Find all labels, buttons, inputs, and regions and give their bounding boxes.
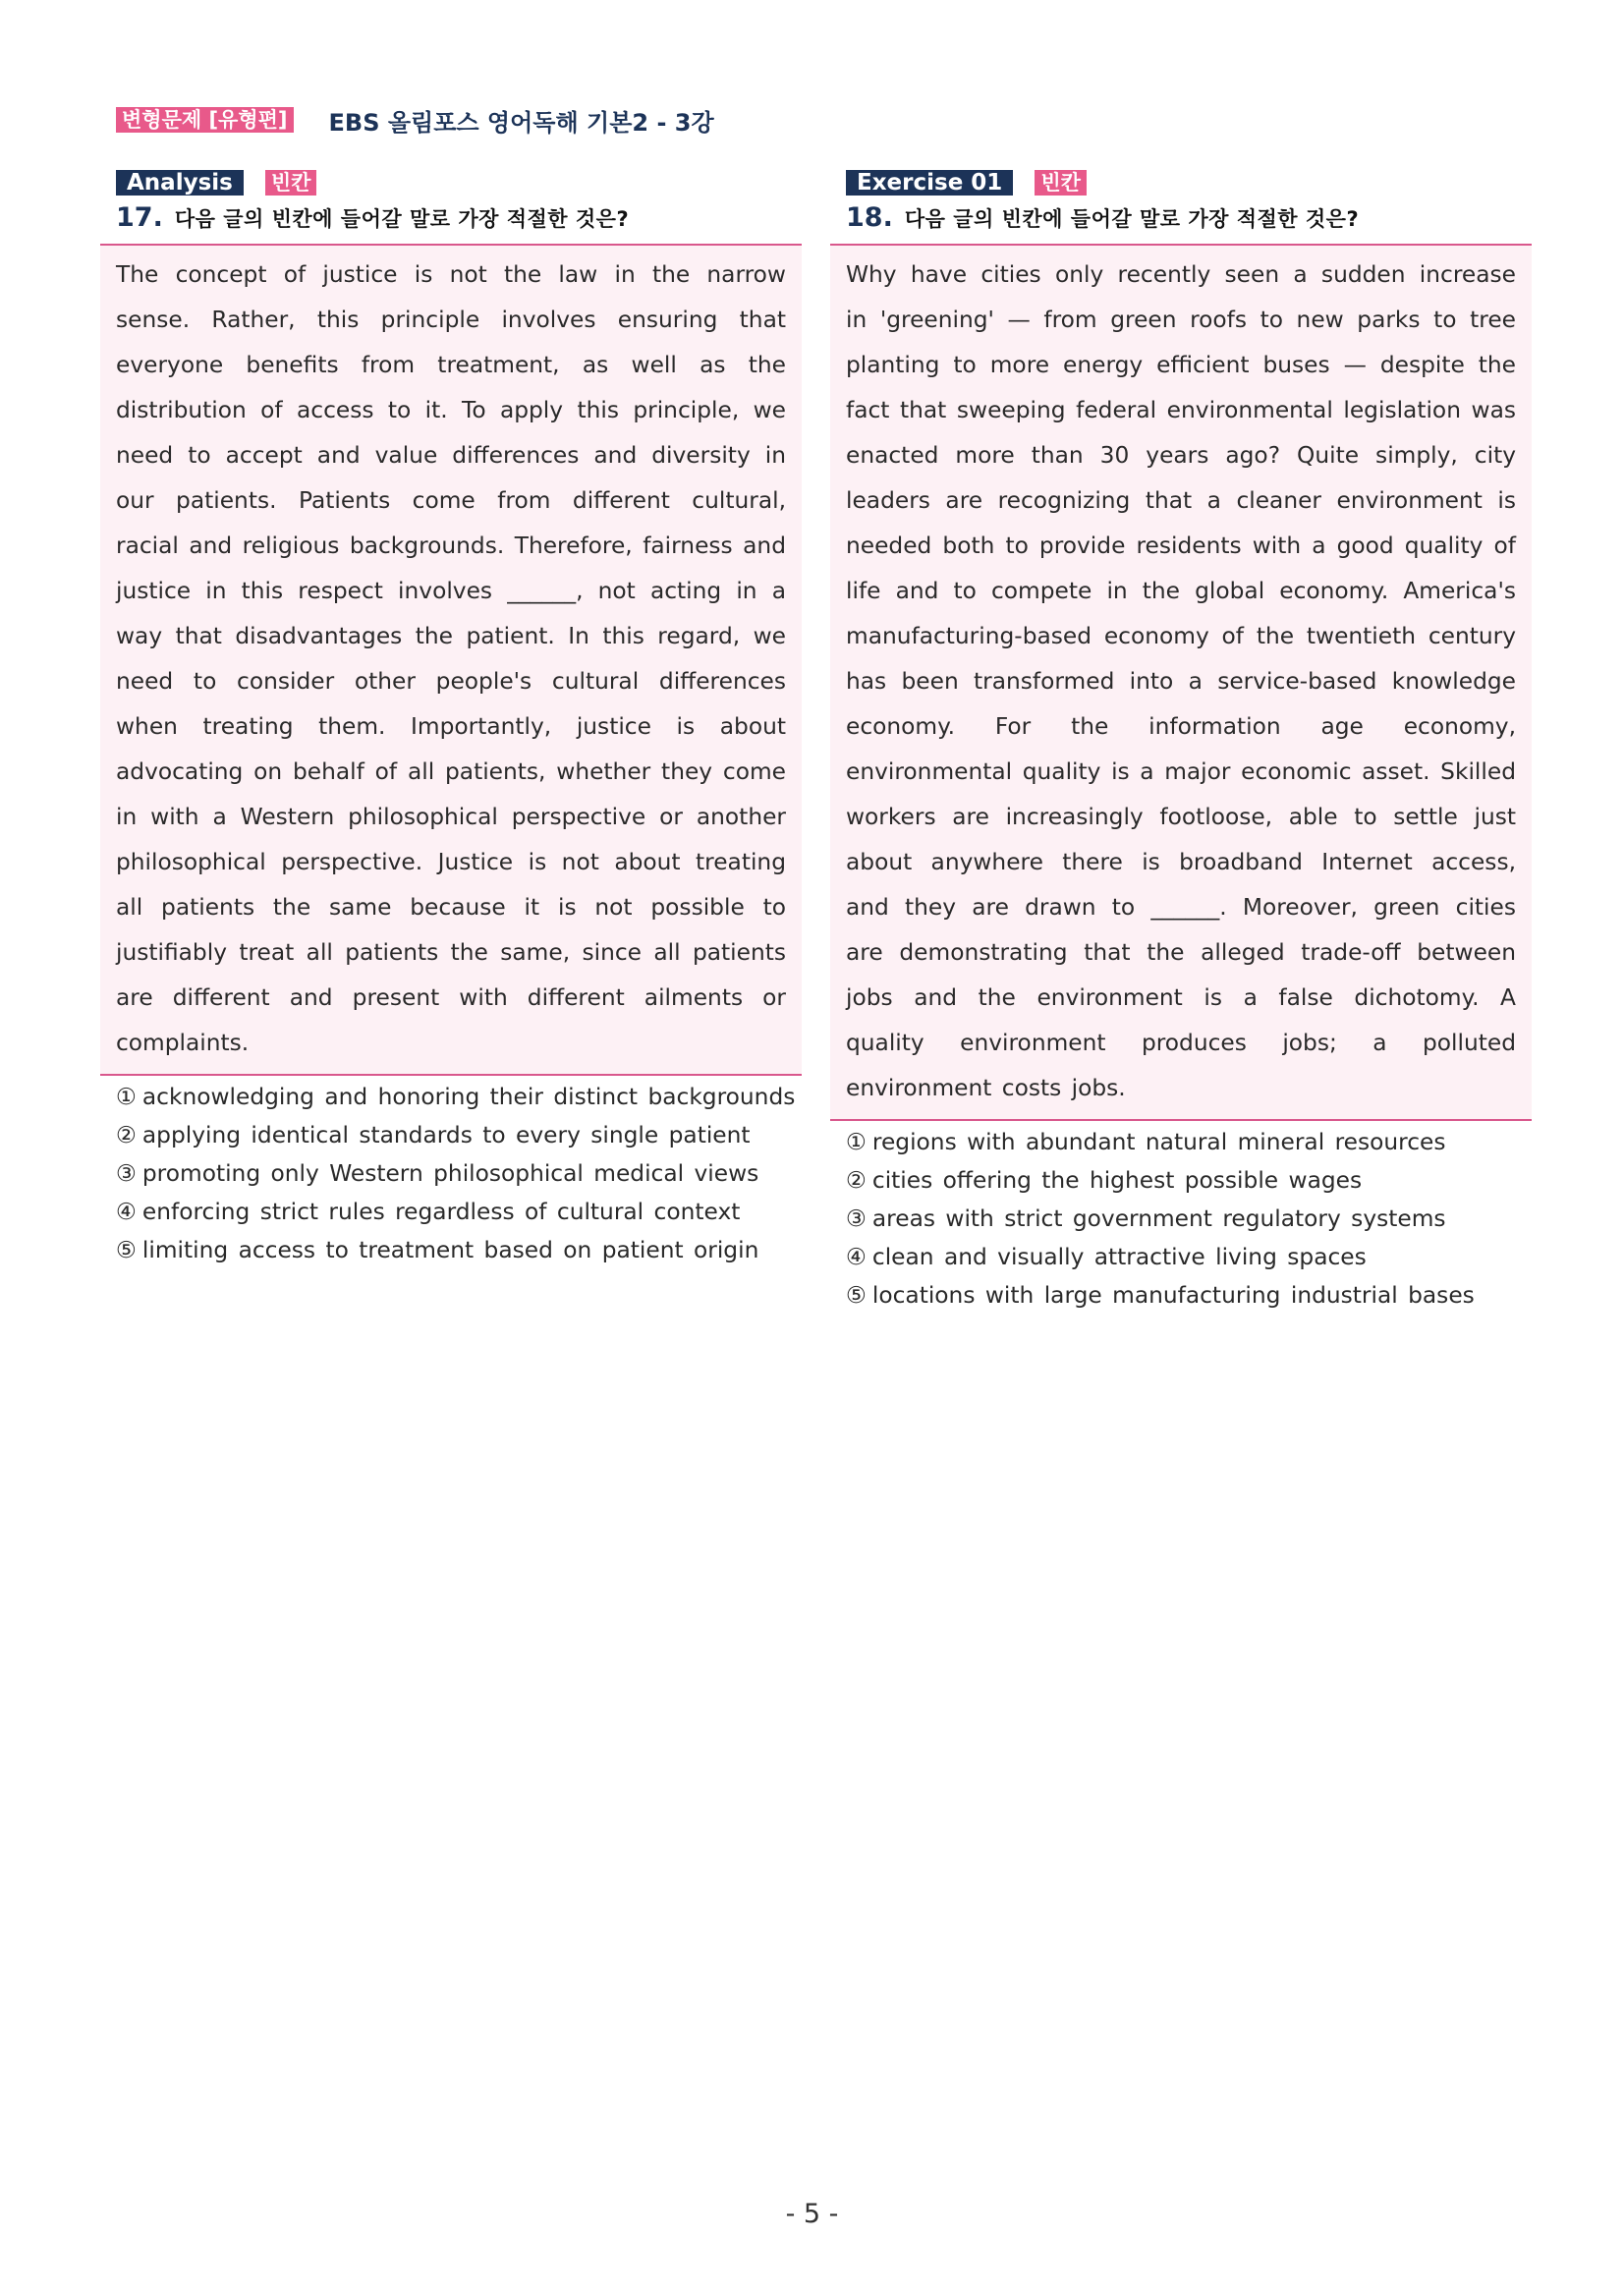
- choice-number: ③: [116, 1160, 137, 1187]
- choice-item[interactable]: [116, 1231, 802, 1269]
- choice-text: promoting only Western philosophical medical views: [141, 1160, 759, 1187]
- question-text: 다음 글의 빈칸에 들어갈 말로 가장 적절한 것은?: [904, 207, 1360, 231]
- choice-text: cities offering the highest possible wages: [871, 1167, 1363, 1194]
- choice-number: ⑤: [116, 1237, 137, 1263]
- page-number: - 5 -: [785, 2199, 839, 2229]
- passage-text: The concept of justice is not the law in the narrow sense. Rather, this principle involves ensuring that everyone benefits from treatment, as well as the distribution of access to it. To apply this principle, we need to accept and value differences and diversity in our patients. Patients come from different cultural, racial and religious backgrounds. Therefore, fairness and justice in this respect involves ______, not acting in a way that disadvantages the patient. In this regard, we need to consider other people's cultural differences when treating them. Importantly, justice is about advocating on behalf of all patients, whether they come in with a Western philosophical perspective or another philosophical perspective. Justice is not about treating all patients the same because it is not possible to justifiably treat all patients the same, since all patients are different and present with different ailments or complaints.: [116, 261, 786, 1056]
- question-text: 다음 글의 빈칸에 들어갈 말로 가장 적절한 것은?: [174, 207, 630, 231]
- choice-text: clean and visually attractive living spaces: [871, 1244, 1367, 1270]
- question-number: 18.: [846, 202, 893, 233]
- choice-item[interactable]: [116, 1154, 802, 1193]
- choice-text: regions with abundant natural mineral resources: [871, 1129, 1446, 1155]
- choice-text: acknowledging and honoring their distinct backgrounds: [141, 1084, 796, 1110]
- answer-choices: [100, 1078, 802, 1269]
- question-prompt: [100, 202, 802, 238]
- question-prompt: [830, 202, 1532, 238]
- choice-number: ⑤: [846, 1282, 867, 1309]
- question-tags: [100, 169, 802, 196]
- passage-text: Why have cities only recently seen a sudden increase in 'greening' — from green roofs to new parks to tree planting to more energy efficient buses — despite the fact that sweeping federal environmental legislation was enacted more than 30 years ago? Quite simply, city leaders are recognizing that a cleaner environment is needed both to provide residents with a good quality of life and to compete in the global economy. America's manufacturing-based economy of the twentieth century has been transformed into a service-based knowledge economy. For the information age economy, environmental quality is a major economic asset. Skilled workers are increasingly footloose, able to settle just about anywhere there is broadband Internet access, and they are drawn to ______. Moreover, green cities are demonstrating that the alleged trade-off between jobs and the environment is a false dichotomy. A quality environment produces jobs; a polluted environment costs jobs.: [846, 261, 1516, 1101]
- choice-text: areas with strict government regulatory systems: [871, 1205, 1446, 1232]
- choice-number: ②: [846, 1167, 867, 1194]
- choice-number: ①: [846, 1129, 867, 1155]
- choice-item[interactable]: [846, 1161, 1532, 1200]
- analysis-tag: Analysis: [116, 170, 244, 196]
- choice-item[interactable]: [846, 1238, 1532, 1276]
- passage-box: [830, 244, 1532, 1121]
- page-title: EBS 올림포스 영어독해 기본2 - 3강: [328, 108, 714, 137]
- question-number: 17.: [116, 202, 163, 233]
- question-tags: [830, 169, 1532, 196]
- choice-item[interactable]: [846, 1200, 1532, 1238]
- question-17-column: [100, 169, 802, 1269]
- choice-number: ④: [846, 1244, 867, 1270]
- choice-text: locations with large manufacturing industrial bases: [871, 1282, 1475, 1309]
- choice-text: applying identical standards to every single patient: [141, 1122, 751, 1148]
- choice-item[interactable]: [116, 1193, 802, 1231]
- choice-text: limiting access to treatment based on patient origin: [141, 1237, 759, 1263]
- choice-number: ④: [116, 1199, 137, 1225]
- choice-item[interactable]: [116, 1116, 802, 1154]
- choice-text: enforcing strict rules regardless of cultural context: [141, 1199, 741, 1225]
- blank-type-tag: 빈칸: [1035, 170, 1087, 196]
- choice-item[interactable]: [846, 1276, 1532, 1315]
- choice-item[interactable]: [846, 1123, 1532, 1161]
- answer-choices: [830, 1123, 1532, 1315]
- choice-number: ③: [846, 1205, 867, 1232]
- blank-type-tag: 빈칸: [265, 170, 317, 196]
- choice-number: ②: [116, 1122, 137, 1148]
- section-badge: 변형문제 [유형편]: [116, 107, 294, 133]
- page-header: [116, 106, 714, 137]
- passage-box: [100, 244, 802, 1076]
- exercise-tag: Exercise 01: [846, 170, 1013, 196]
- choice-number: ①: [116, 1084, 137, 1110]
- question-18-column: [830, 169, 1532, 1315]
- choice-item[interactable]: [116, 1078, 802, 1116]
